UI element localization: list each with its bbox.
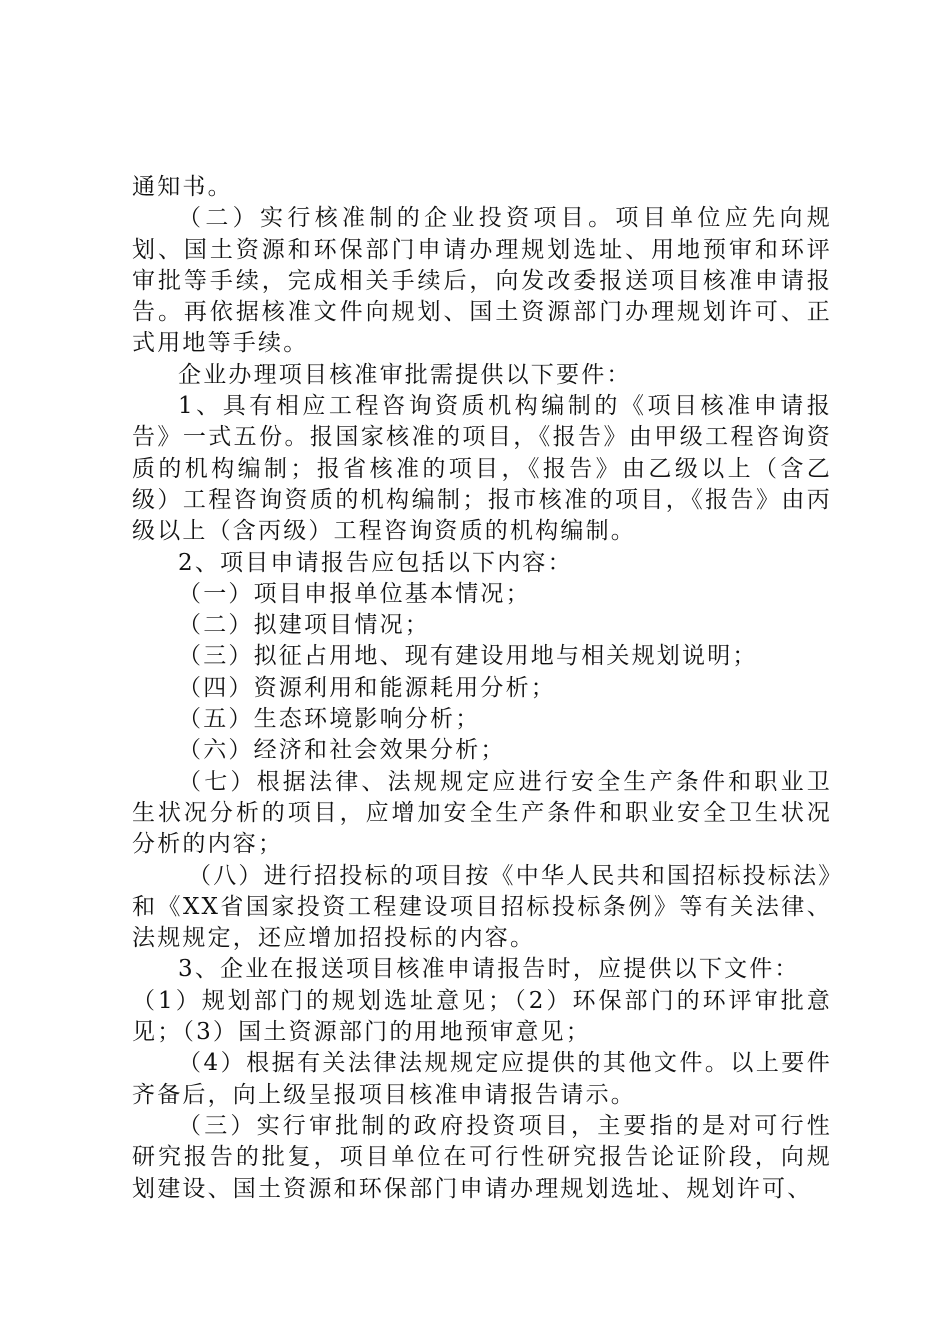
paragraph-item-2: 2、项目申请报告应包括以下内容： — [178, 549, 573, 576]
list-item-8: （八）进行招投标的项目按《中华人民共和国招标投标法》和《XX省国家投资工程建设项目招标投标条例》等有关法律、法规规定，还应增加招投标的内容。 — [132, 862, 832, 952]
list-item-5: （五）生态环境影响分析； — [178, 706, 481, 733]
list-item-6: （六）经济和社会效果分析； — [178, 737, 506, 764]
list-item-3: （三）拟征占用地、现有建设用地与相关规划说明； — [178, 643, 758, 670]
paragraph-requirements-intro: 企业办理项目核准审批需提供以下要件： — [178, 361, 632, 388]
paragraph-required-files: （1）规划部门的规划选址意见；（2）环保部门的环评审批意见；（3）国土资源部门的用地预审意见； — [132, 987, 832, 1046]
paragraph-approval-system: （二）实行核准制的企业投资项目。项目单位应先向规划、国土资源和环保部门申请办理规划选址、用地预审和环评审批等手续，完成相关手续后，向发改委报送项目核准申请报告。再依据核准文件向规划、国土资源部门办理规划许可、正式用地等手续。 — [132, 205, 832, 357]
document-body — [132, 172, 832, 1205]
list-item-1: （一）项目申报单位基本情况； — [178, 580, 531, 607]
paragraph-other-files: （4）根据有关法律法规规定应提供的其他文件。以上要件齐备后，向上级呈报项目核准申请报告请示。 — [132, 1050, 832, 1108]
paragraph-item-3: 3、企业在报送项目核准申请报告时，应提供以下文件： — [178, 956, 800, 983]
paragraph-item-1: 1、具有相应工程咨询资质机构编制的《项目核准申请报告》一式五份。报国家核准的项目，《报告》由甲级工程咨询资质的机构编制；报省核准的项目，《报告》由乙级以上（含乙级）工程咨询资质的机构编制；报市核准的项目，《报告》由丙级以上（含丙级）工程咨询资质的机构编制。 — [132, 393, 832, 545]
list-item-7: （七）根据法律、法规规定应进行安全生产条件和职业卫生状况分析的项目，应增加安全生产条件和职业安全卫生状况分析的内容； — [132, 768, 832, 858]
paragraph-government-projects: （三）实行审批制的政府投资项目，主要指的是对可行性研究报告的批复，项目单位在可行性研究报告论证阶段，向规划建设、国土资源和环保部门申请办理规划选址、规划许可、 — [132, 1112, 832, 1202]
list-item-2: （二）拟建项目情况； — [178, 612, 430, 639]
paragraph-notice-end: 通知书。 — [132, 174, 233, 200]
list-item-4: （四）资源利用和能源耗用分析； — [178, 674, 556, 701]
